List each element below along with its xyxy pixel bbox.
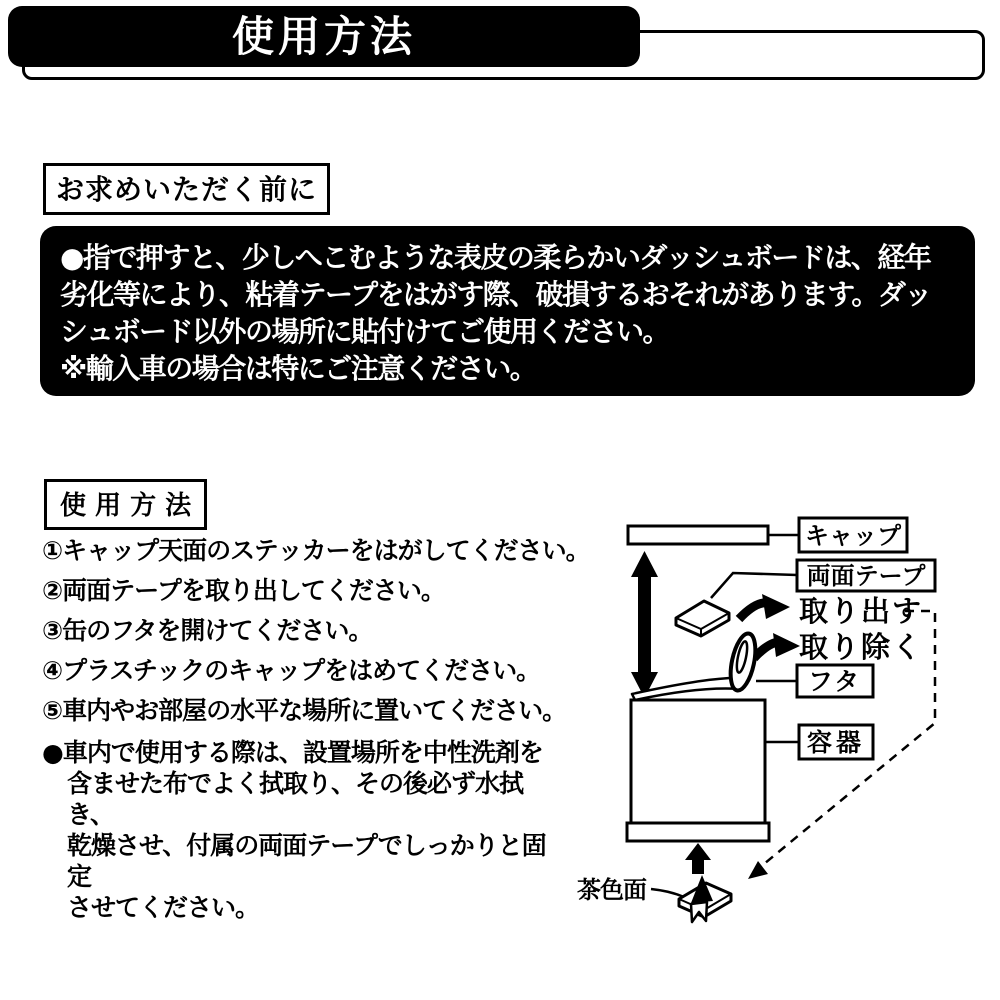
- tape-label: 両面テープ: [806, 562, 926, 590]
- take-out-label: 取り出す: [799, 594, 924, 628]
- usage-heading-box: [44, 479, 207, 530]
- usage-heading: 使 用 方 法: [60, 491, 192, 521]
- note-line: させてください。: [67, 893, 260, 922]
- usage-step-4: ④プラスチックのキャップをはめてください。: [42, 656, 541, 685]
- cap-shape: [628, 526, 768, 544]
- before-purchase-heading: お求めいただく前に: [56, 173, 318, 206]
- take-out-arrow-icon: [739, 594, 790, 619]
- lid-shape: [632, 631, 760, 700]
- usage-step-2: ②両面テープを取り出してください。: [42, 576, 445, 605]
- dashed-route-arrowhead: [748, 861, 768, 879]
- usage-diagram: [560, 500, 1000, 960]
- container-base-shape: [627, 823, 769, 841]
- warning-line: ※輸入車の場合は特にご注意ください。: [60, 352, 537, 385]
- remove-label: 取り除く: [799, 630, 924, 664]
- double-arrow-icon: [631, 551, 658, 698]
- remove-arrow-icon: [754, 633, 800, 658]
- container-label: 容器: [806, 728, 866, 757]
- warning-line: シュボード以外の場所に貼付けてご使用ください。: [60, 315, 669, 348]
- tape-leader-line: [711, 573, 797, 598]
- before-purchase-heading-box: [43, 163, 330, 215]
- warning-box: [40, 226, 975, 396]
- usage-steps: [42, 524, 590, 725]
- warning-line: 劣化等により、粘着テープをはがす際、破損するおそれがあります。ダッ: [60, 278, 931, 311]
- container-shape: [631, 700, 765, 823]
- note-line: 乾燥させ、付属の両面テープでしっかりと固定: [67, 831, 546, 891]
- warning-line: ●指で押すと、少しへこむような表皮の柔らかいダッシュボードは、経年: [60, 241, 931, 274]
- tape-shape: [676, 601, 729, 636]
- usage-step-3: ③缶のフタを開けてください。: [42, 616, 373, 645]
- cap-label: キャップ: [805, 522, 901, 550]
- note-line: 含ませた布でよく拭取り、その後必ず水拭き、: [67, 769, 524, 829]
- brown-side-leader-line: [651, 889, 684, 897]
- usage-step-5: ⑤車内やお部屋の水平な場所に置いてください。: [42, 696, 567, 725]
- brown-side-label: 茶色面: [577, 876, 646, 904]
- lid-label: フタ: [807, 667, 863, 696]
- usage-step-1: ①キャップ天面のステッカーをはがしてください。: [42, 536, 590, 565]
- usage-note: [42, 737, 562, 923]
- page-title-bar: [8, 6, 640, 67]
- page-title: 使用方法: [231, 12, 416, 61]
- note-line: ●車内で使用する際は、設置場所を中性洗剤を: [42, 738, 543, 767]
- attach-up-arrow-icon: [685, 843, 711, 874]
